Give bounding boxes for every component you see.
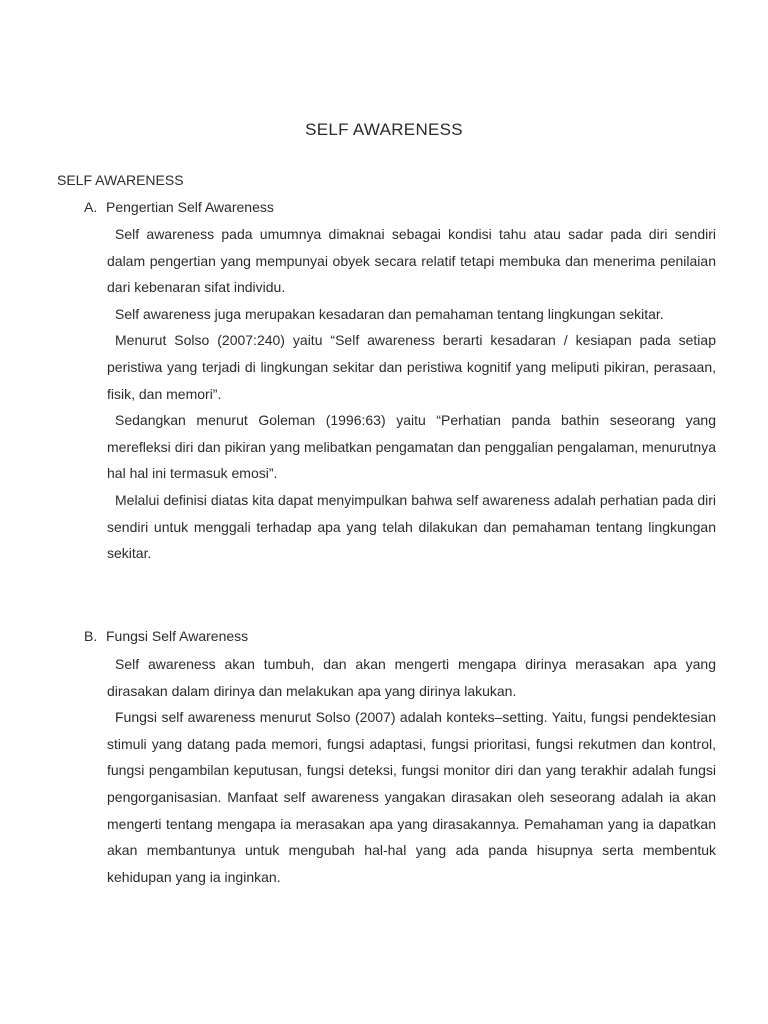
heading-b-text: Fungsi Self Awareness xyxy=(106,628,249,644)
paragraph: Fungsi self awareness menurut Solso (2007) adalah konteks–setting. Yaitu, fungsi pendektesian stimuli yang datang pada memori, fungsi adaptasi, fungsi prioritasi, fungsi rekutmen dan kontrol, fungsi pengambilan keputusan, fungsi deteksi, fungsi monitor diri dan yang terakhir adalah fungsi pengorganisasian. Manfaat self awareness yangakan dirasakan oleh seseorang adalah ia akan mengerti tentang mengapa ia merasakan apa yang dirasakannya. Pemahaman yang ia dapatkan akan membantunya untuk mengubah hal-hal yang ada panda hisupnya serta membentuk kehidupan yang ia inginkan. xyxy=(107,709,716,885)
heading-b-number: B. xyxy=(84,628,98,644)
paragraph: Self awareness akan tumbuh, dan akan mengerti mengapa dirinya merasakan apa yang dirasakan dalam dirinya dan melakukan apa yang dirinya lakukan. xyxy=(107,656,716,699)
heading-a-text: Pengertian Self Awareness xyxy=(106,199,274,215)
heading-b xyxy=(84,628,248,644)
paragraph: Self awareness juga merupakan kesadaran dan pemahaman tentang lingkungan sekitar. xyxy=(115,305,664,322)
paragraph: Sedangkan menurut Goleman (1996:63) yaitu “Perhatian panda bathin seseorang yang merefleksi diri dan pikiran yang melibatkan pengamatan dan penggalian pengalaman, menurutnya hal hal ini termasuk emosi”. xyxy=(107,412,716,482)
paragraph: Menurut Solso (2007:240) yaitu “Self awareness berarti kesadaran / kesiapan pada setiap peristiwa yang terjadi di lingkungan sekitar dan peristiwa kognitif yang meliputi pikiran, perasaan, fisik, dan memori”. xyxy=(107,332,716,402)
paragraph: Self awareness pada umumnya dimaknai sebagai kondisi tahu atau sadar pada diri sendiri dalam pengertian yang mempunyai obyek secara relatif tetapi membuka dan menerima penilaian dari kebenaran sifat individu. xyxy=(107,226,716,296)
section-label: SELF AWARENESS xyxy=(57,172,184,188)
document-title: SELF AWARENESS xyxy=(305,120,463,139)
paragraph: Melalui definisi diatas kita dapat menyimpulkan bahwa self awareness adalah perhatian pada diri sendiri untuk menggali terhadap apa yang telah dilakukan dan pemahaman tentang lingkungan sekitar. xyxy=(107,491,716,562)
heading-a-number: A. xyxy=(84,199,98,215)
section-b-body xyxy=(107,651,716,890)
heading-a xyxy=(84,199,274,215)
section-a-body xyxy=(107,221,716,567)
